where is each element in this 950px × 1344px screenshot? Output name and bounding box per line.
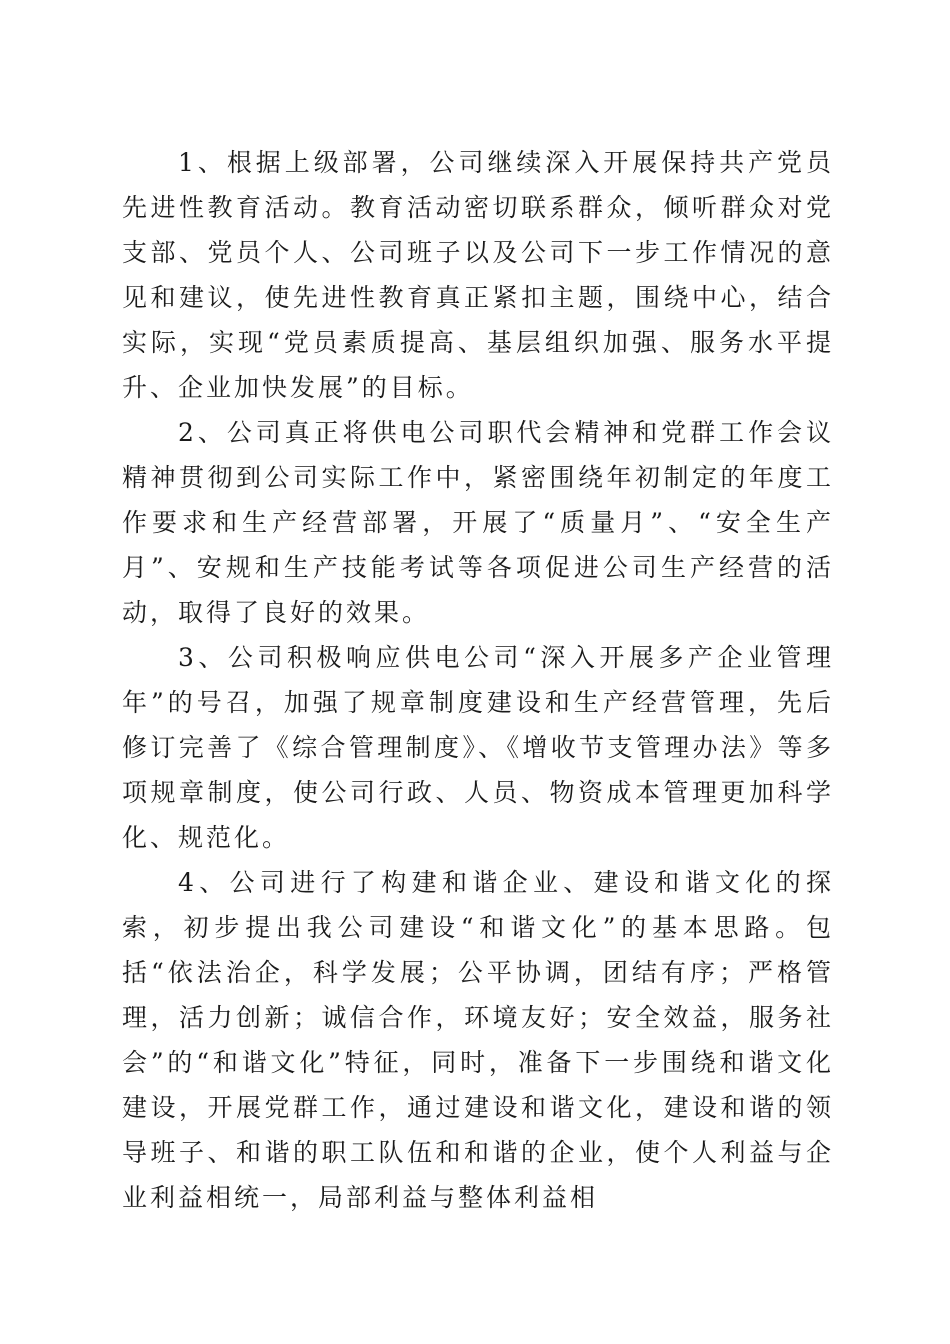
paragraph-3: 3、公司积极响应供电公司“深入开展多产企业管理年”的号召，加强了规章制度建设和生产经营管理，先后修订完善了《综合管理制度》、《增收节支管理办法》等多项规章制度，使公司行政、人员、物资成本管理更加科学化、规范化。	[122, 643, 834, 852]
paragraph-1: 1、根据上级部署，公司继续深入开展保持共产党员先进性教育活动。教育活动密切联系群众，倾听群众对党支部、党员个人、公司班子以及公司下一步工作情况的意见和建议，使先进性教育真正紧扣主题，围绕中心，结合实际，实现“党员素质提高、基层组织加强、服务水平提升、企业加快发展”的目标。	[122, 148, 834, 402]
paragraph-2: 2、公司真正将供电公司职代会精神和党群工作会议精神贯彻到公司实际工作中，紧密围绕年初制定的年度工作要求和生产经营部署，开展了“质量月”、“安全生产月”、安规和生产技能考试等各项促进公司生产经营的活动，取得了良好的效果。	[122, 418, 834, 627]
document-body	[122, 140, 834, 1220]
paragraph-4: 4、公司进行了构建和谐企业、建设和谐文化的探索，初步提出我公司建设“和谐文化”的基本思路。包括“依法治企，科学发展；公平协调，团结有序；严格管理，活力创新；诚信合作，环境友好；安全效益，服务社会”的“和谐文化”特征，同时，准备下一步围绕和谐文化建设，开展党群工作，通过建设和谐文化，建设和谐的领导班子、和谐的职工队伍和和谐的企业，使个人利益与企业利益相统一，局部利益与整体利益相	[122, 868, 834, 1212]
